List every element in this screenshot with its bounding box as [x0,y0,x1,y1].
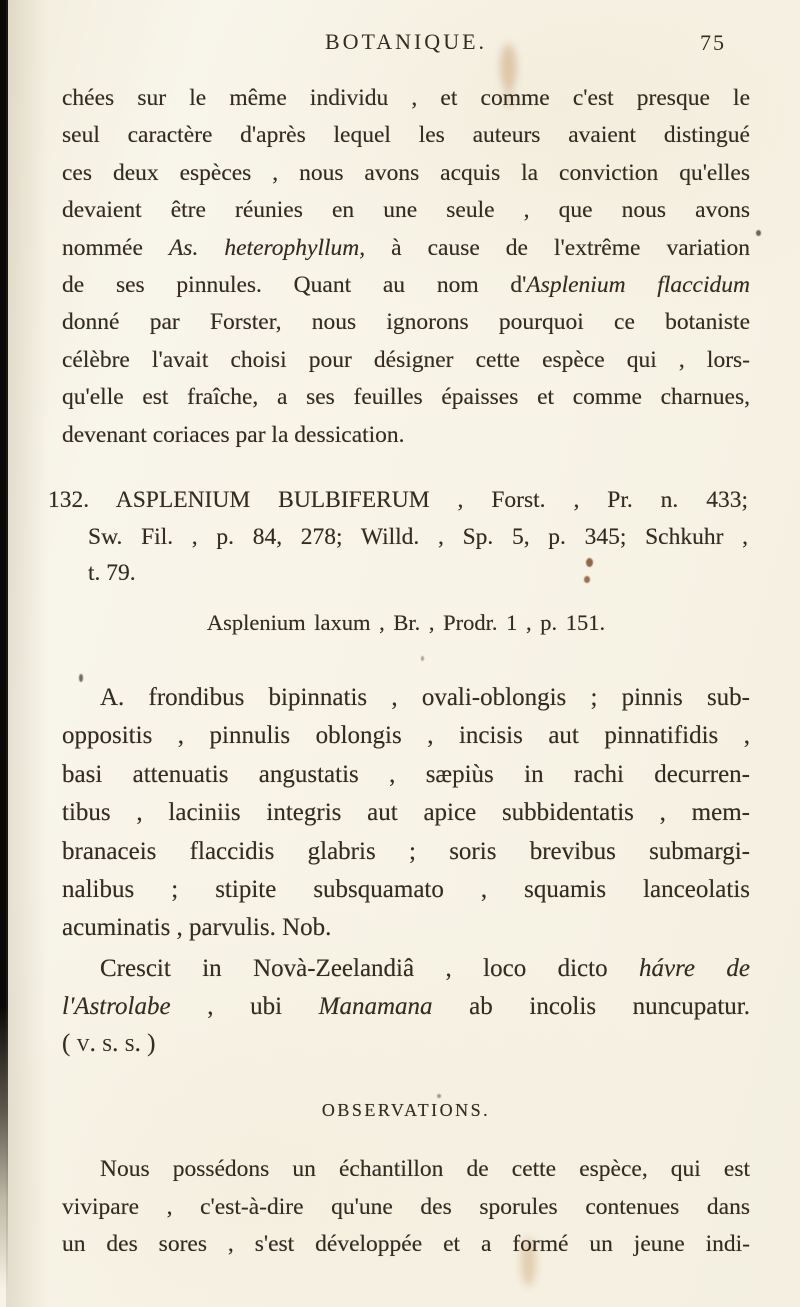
text-line: l'Astrolabe , ubi Manamana ab incolis nuncupatur. [62,992,750,1020]
text-line: A. frondibus bipinnatis , ovali-oblongis ; pinnis sub- [100,684,750,711]
text-line: t. 79. [88,560,136,587]
text-line: oppositis , pinnulis oblongis , incisis aut pinnatifidis , [62,722,750,750]
synonym-citation: Asplenium laxum , Br. , Prodr. 1 , p. 151. [206,610,606,635]
running-title: BOTANIQUE. [324,29,488,54]
text-line: Nous possédons un échantillon de cette espèce, qui est [100,1156,750,1182]
observations-paragraph [62,1151,750,1264]
text-line: devenant coriaces par la dessication. [62,421,405,448]
text-line: 132. ASPLENIUM BULBIFERUM , Forst. , Pr. n. 433; [48,487,748,513]
text-line: de ses pinnules. Quant au nom d'Asplenium flaccidum [62,272,750,299]
habitat-paragraph [62,950,750,1063]
ink-speck [756,230,761,236]
latin-description-paragraph [62,679,750,948]
page-number: 75 [700,30,726,55]
ink-speck [421,656,424,661]
intro-paragraph [62,80,750,454]
text-line: Crescit in Novà-Zeelandiâ , loco dicto hávre de [100,955,750,982]
text-line: devaient être réunies en une seule , que nous avons [62,197,750,224]
text-line: célèbre l'avait choisi pour désigner cette espèce qui , lors- [62,346,750,373]
page-gutter-shadow [6,0,48,1307]
ink-speck [437,1094,441,1098]
observations-heading: OBSERVATIONS. [321,1100,491,1120]
text-line: branaceis flaccidis glabris ; soris brevibus submargi- [62,837,750,865]
text-line: vivipare , c'est-à-dire qu'une des sporules contenues dans [62,1193,750,1220]
text-line: chées sur le même individu , et comme c'est presque le [62,85,750,111]
text-line: ( v. s. s. ) [62,1030,156,1058]
text-line: qu'elle est fraîche, a ses feuilles épaisses et comme charnues, [62,384,750,411]
text-line: seul caractère d'après lequel les auteurs avaient distingué [62,122,750,149]
text-line: nommée As. heterophyllum, à cause de l'extrême variation [62,234,751,261]
text-line: basi attenuatis angustatis , sæpiùs in rachi decurren- [62,760,750,788]
text-line: ces deux espèces , nous avons acquis la conviction qu'elles [62,159,750,186]
text-line: donné par Forster, nous ignorons pourquoi ce botaniste [62,309,750,336]
text-line: un des sores , s'est développée et a formé un jeune indi- [62,1231,750,1258]
text-line: tibus , laciniis integris aut apice subbidentatis , mem- [62,799,750,827]
text-line: nalibus ; stipite subsquamato , squamis lanceolatis [62,876,750,904]
species-heading-entry [48,482,748,592]
text-line: acuminatis , parvulis. Nob. [62,914,332,942]
text-line: Sw. Fil. , p. 84, 278; Willd. , Sp. 5, p. 345; Schkuhr , [88,523,748,550]
